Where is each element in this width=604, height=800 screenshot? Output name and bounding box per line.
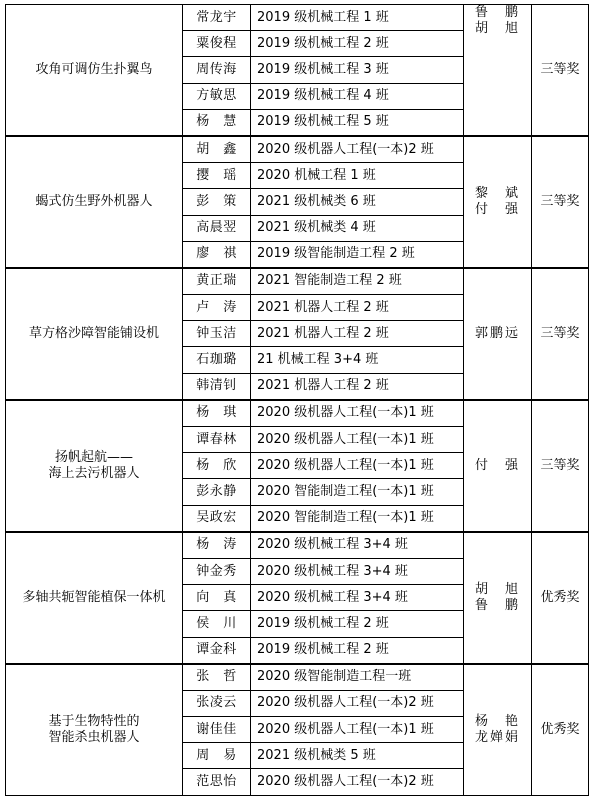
project-name-cell (6, 664, 183, 795)
project-name-line: 蝎式仿生野外机器人 (35, 193, 153, 209)
member-class-cell: 2019 级智能制造工程 2 班 (251, 241, 464, 268)
table-row (6, 400, 589, 427)
award-cell: 三等奖 (532, 5, 589, 136)
member-class-cell: 2020 级机械工程 3+4 班 (251, 558, 464, 584)
advisor-name: 鲁 鹏 (474, 597, 520, 613)
advisor-cell (464, 400, 532, 532)
member-name-cell: 钟玉洁 (183, 321, 251, 347)
award-cell: 三等奖 (532, 136, 589, 268)
member-name-cell: 吴政宏 (183, 505, 251, 532)
member-class-cell: 2020 智能制造工程(一本)1 班 (251, 479, 464, 505)
member-class-cell: 2019 级机械工程 1 班 (251, 5, 464, 31)
member-name-cell: 高晨翌 (183, 215, 251, 241)
project-name-cell (6, 5, 183, 136)
award-cell: 优秀奖 (532, 532, 589, 664)
project-name-cell (6, 400, 183, 532)
table-row (6, 532, 589, 559)
advisor-cell (464, 664, 532, 795)
member-class-cell: 2020 智能制造工程(一本)1 班 (251, 505, 464, 532)
advisor-name: 付 强 (474, 201, 520, 217)
member-class-cell: 2019 级机械工程 2 班 (251, 637, 464, 664)
member-class-cell: 2020 级机械工程 3+4 班 (251, 585, 464, 611)
member-name-cell: 周 易 (183, 743, 251, 769)
member-class-cell: 2019 级机械工程 5 班 (251, 109, 464, 136)
advisor-name: 杨 艳 (474, 713, 520, 729)
member-class-cell: 2021 级机械类 5 班 (251, 743, 464, 769)
member-class-cell: 2020 级机器人工程(一本)2 班 (251, 690, 464, 716)
member-class-cell: 2020 级智能制造工程一班 (251, 664, 464, 691)
advisor-name: 胡 旭 (474, 581, 520, 597)
member-class-cell: 2019 级机械工程 4 班 (251, 83, 464, 109)
member-class-cell: 2020 级机器人工程(一本)1 班 (251, 453, 464, 479)
member-name-cell: 黄正瑞 (183, 268, 251, 295)
member-name-cell: 彭永静 (183, 479, 251, 505)
member-class-cell: 2020 级机器人工程(一本)1 班 (251, 717, 464, 743)
member-class-cell: 2020 机械工程 1 班 (251, 163, 464, 189)
member-class-cell: 2021 机器人工程 2 班 (251, 321, 464, 347)
member-class-cell: 2019 级机械工程 2 班 (251, 611, 464, 637)
member-class-cell: 2021 智能制造工程 2 班 (251, 268, 464, 295)
advisor-cell (464, 136, 532, 268)
table-row (6, 5, 589, 31)
awards-table-body (6, 5, 589, 796)
advisor-name: 郭鹏远 (474, 325, 520, 341)
awards-table (5, 4, 589, 796)
member-class-cell: 21 机械工程 3+4 班 (251, 347, 464, 373)
member-name-cell: 向 真 (183, 585, 251, 611)
member-name-cell: 廖 祺 (183, 241, 251, 268)
table-row (6, 664, 589, 691)
member-class-cell: 2020 级机器人工程(一本)2 班 (251, 769, 464, 795)
member-name-cell: 杨 琪 (183, 400, 251, 427)
project-name-cell (6, 136, 183, 268)
advisor-cell (464, 532, 532, 664)
member-name-cell: 张 哲 (183, 664, 251, 691)
member-name-cell: 方敏思 (183, 83, 251, 109)
project-name-cell (6, 532, 183, 664)
advisor-name: 胡 旭 (474, 21, 520, 36)
member-name-cell: 彭 策 (183, 189, 251, 215)
member-name-cell: 杨 涛 (183, 532, 251, 559)
member-name-cell: 钟金秀 (183, 558, 251, 584)
member-name-cell: 胡 鑫 (183, 136, 251, 163)
member-name-cell: 谭春林 (183, 427, 251, 453)
award-cell: 三等奖 (532, 400, 589, 532)
project-name-line: 多轴共轭智能植保一体机 (22, 589, 166, 605)
member-name-cell: 范思怡 (183, 769, 251, 795)
member-class-cell: 2020 级机器人工程(一本)1 班 (251, 427, 464, 453)
member-class-cell: 2020 级机器人工程(一本)1 班 (251, 400, 464, 427)
member-class-cell: 2021 级机械类 4 班 (251, 215, 464, 241)
member-name-cell: 谢佳佳 (183, 717, 251, 743)
table-row (6, 136, 589, 163)
advisor-cell (464, 268, 532, 400)
advisor-name: 黎 斌 (474, 185, 520, 201)
member-name-cell: 卢 涛 (183, 295, 251, 321)
member-name-cell: 韩清钊 (183, 373, 251, 400)
member-class-cell: 2019 级机械工程 3 班 (251, 57, 464, 83)
member-class-cell: 2020 级机器人工程(一本)2 班 (251, 136, 464, 163)
advisor-name: 鲁 鹏 (474, 5, 520, 20)
advisor-name: 付 强 (474, 457, 520, 473)
award-cell: 优秀奖 (532, 664, 589, 795)
member-name-cell: 侯 川 (183, 611, 251, 637)
project-name-line: 智能杀虫机器人 (48, 729, 140, 745)
advisor-cell (464, 5, 532, 136)
member-class-cell: 2021 级机械类 6 班 (251, 189, 464, 215)
member-class-cell: 2020 级机械工程 3+4 班 (251, 532, 464, 559)
member-name-cell: 张凌云 (183, 690, 251, 716)
table-row (6, 268, 589, 295)
member-name-cell: 粟俊程 (183, 31, 251, 57)
member-class-cell: 2021 机器人工程 2 班 (251, 295, 464, 321)
project-name-line: 攻角可调仿生扑翼鸟 (35, 61, 153, 77)
award-cell: 三等奖 (532, 268, 589, 400)
member-name-cell: 周传海 (183, 57, 251, 83)
member-name-cell: 杨 慧 (183, 109, 251, 136)
member-name-cell: 杨 欣 (183, 453, 251, 479)
member-name-cell: 撄 瑶 (183, 163, 251, 189)
advisor-name: 龙婵娟 (474, 729, 520, 745)
member-name-cell: 常龙宇 (183, 5, 251, 31)
member-name-cell: 石珈璐 (183, 347, 251, 373)
project-name-line: 扬帆起航—— (54, 449, 133, 465)
project-name-line: 海上去污机器人 (48, 465, 140, 481)
project-name-line: 草方格沙障智能铺设机 (28, 325, 159, 341)
member-class-cell: 2019 级机械工程 2 班 (251, 31, 464, 57)
project-name-line: 基于生物特性的 (48, 713, 140, 729)
project-name-cell (6, 268, 183, 400)
member-class-cell: 2021 机器人工程 2 班 (251, 373, 464, 400)
member-name-cell: 谭金科 (183, 637, 251, 664)
